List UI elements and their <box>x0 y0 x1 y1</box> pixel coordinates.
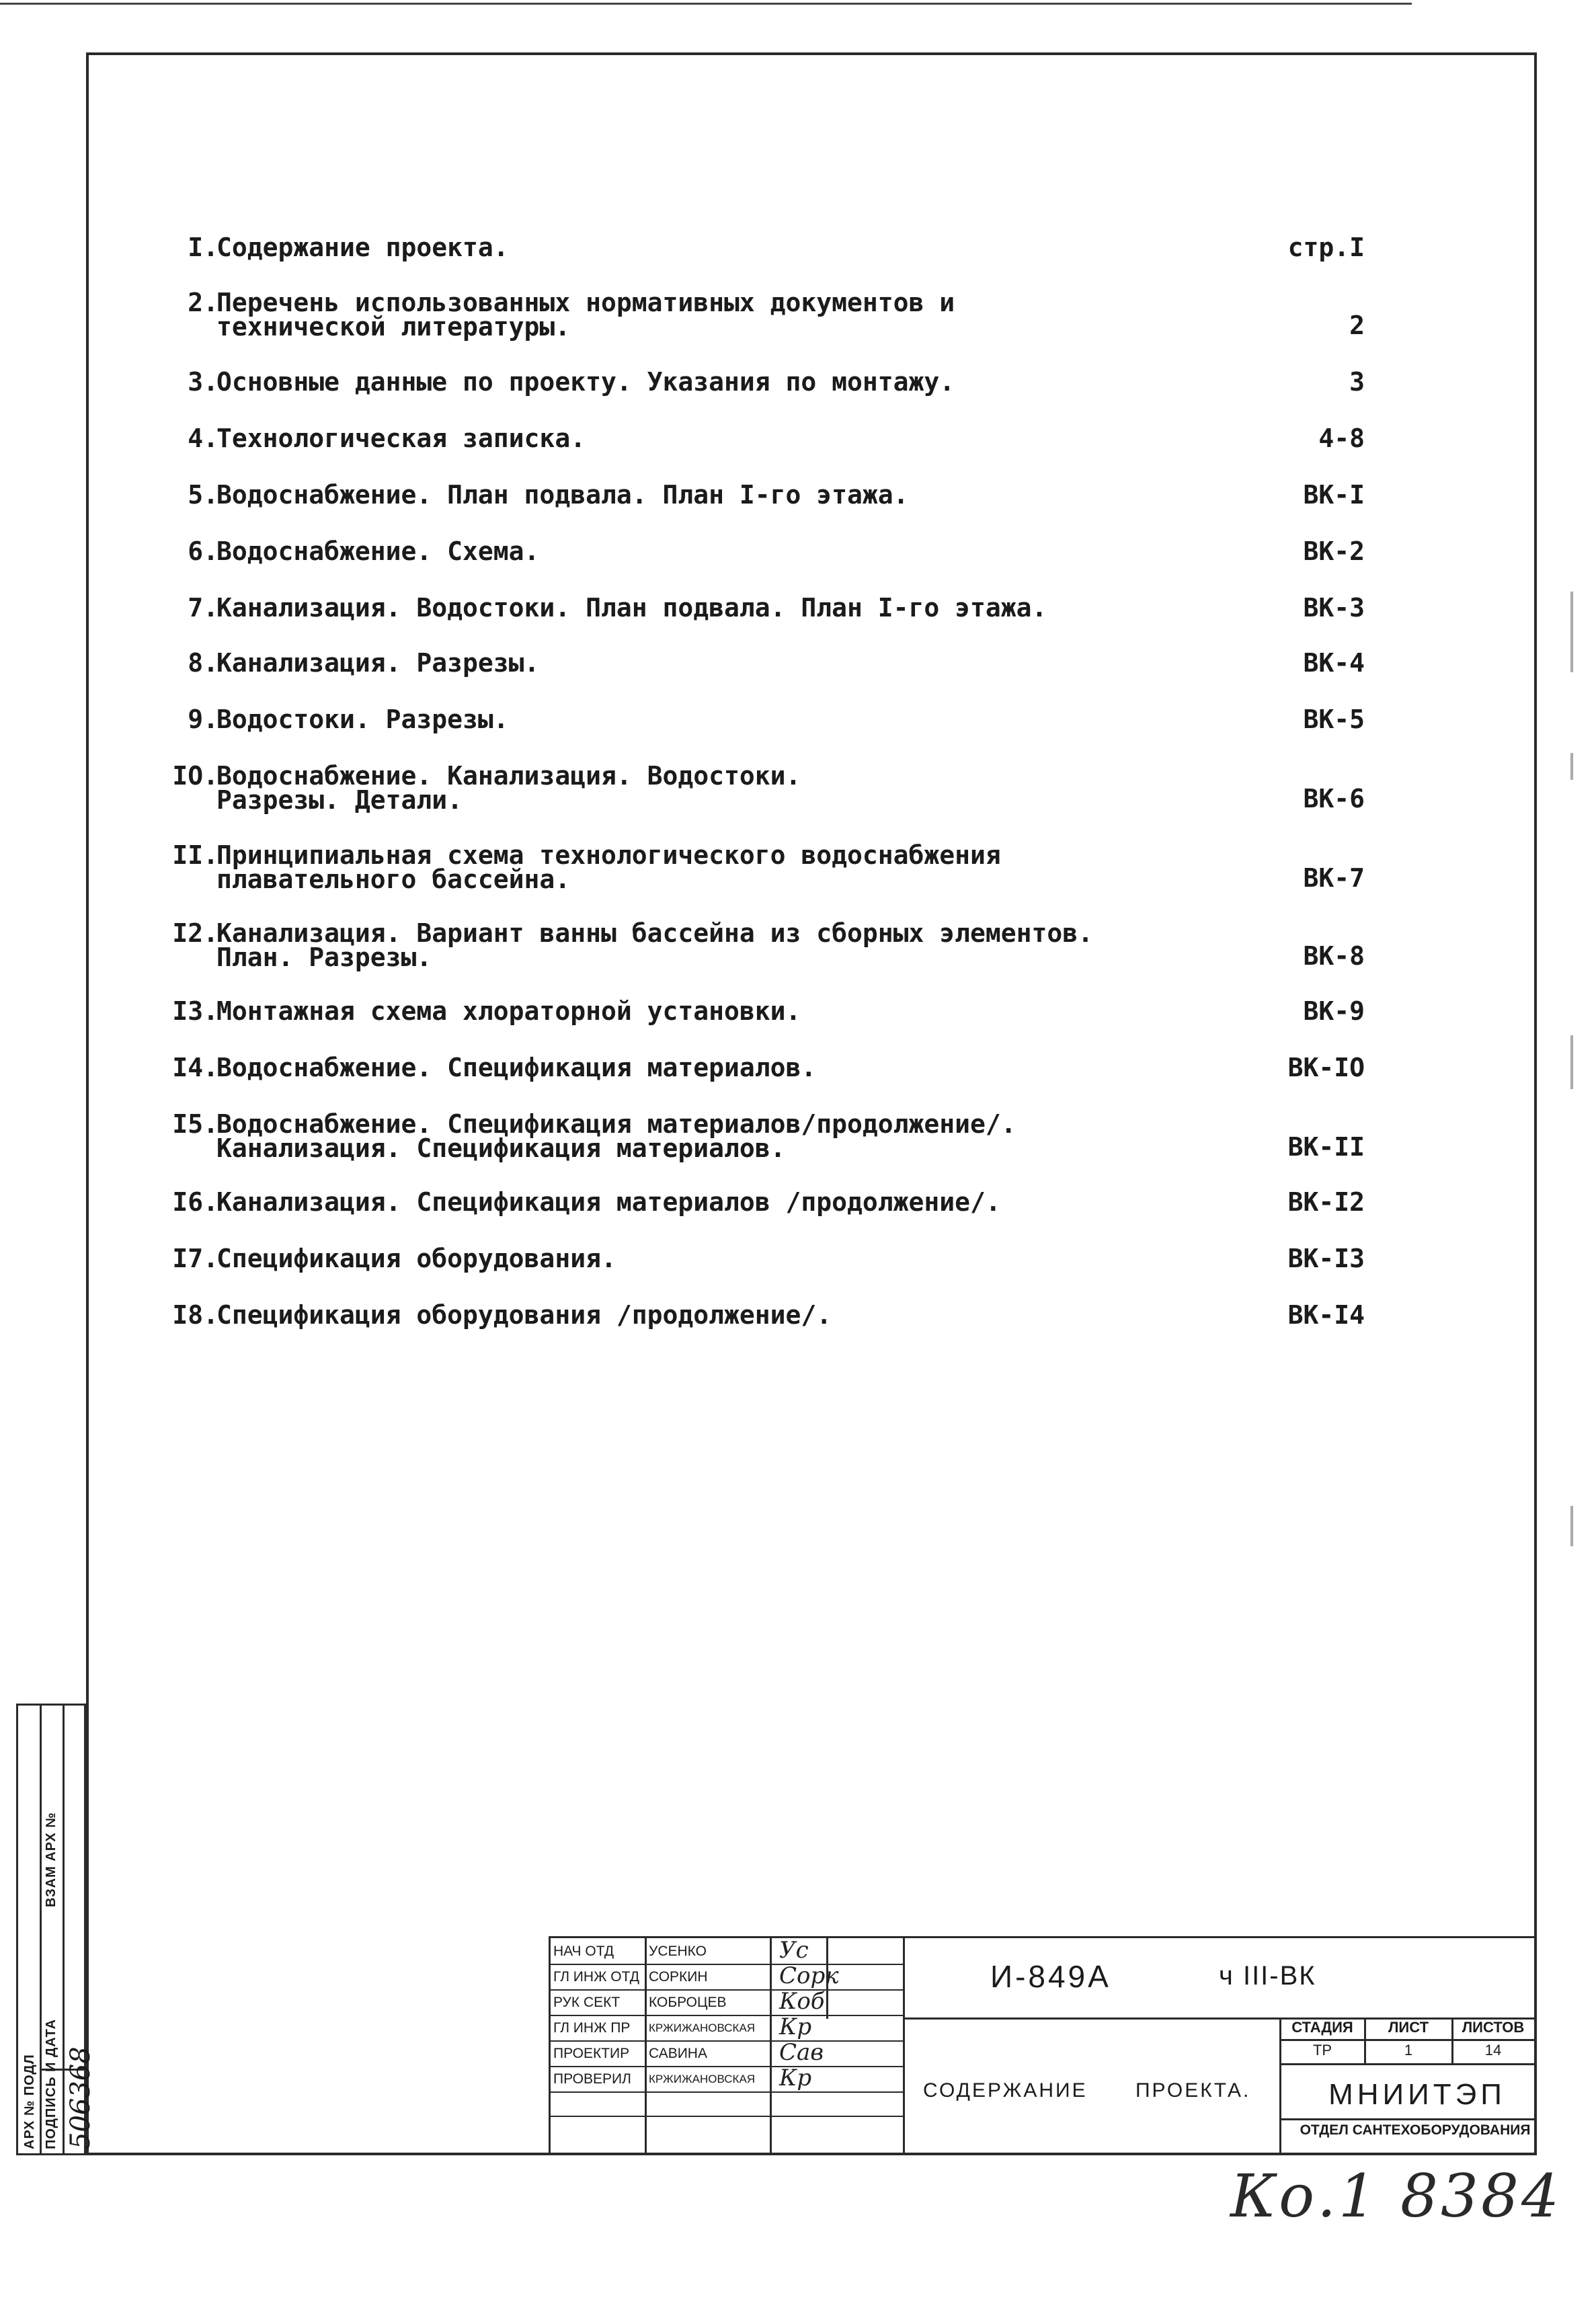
toc-title: Спецификация оборудования. <box>216 1244 616 1273</box>
person-name: КРЖИЖАНОВСКАЯ <box>649 2073 756 2085</box>
toc-title: Водостоки. Разрезы. <box>216 705 509 734</box>
toc-page: ВК-7 <box>1303 863 1365 893</box>
toc-number: 6. <box>188 536 218 566</box>
signature: Кр <box>779 2065 812 2091</box>
toc-number: 9. <box>188 705 218 734</box>
title-main <box>903 1936 1537 2155</box>
sheet-label: ЛИСТ <box>1388 2019 1429 2036</box>
toc-page: ВК-2 <box>1303 536 1365 566</box>
toc-number: 4. <box>188 424 218 453</box>
toc-page: стр.I <box>1287 233 1365 262</box>
toc-number: I6. <box>172 1187 218 1217</box>
role-label: НАЧ ОТД <box>553 1944 614 1959</box>
toc-title: Спецификация оборудования /продолжение/. <box>216 1300 832 1330</box>
toc-title: Канализация. Разрезы. <box>216 648 540 678</box>
archive-number-label: АРХ № ПОДЛ <box>22 2054 37 2149</box>
signature: Кр <box>779 2013 812 2040</box>
replacement-archive-label: ВЗАМ АРХ № <box>44 1812 58 1907</box>
toc-title: Канализация. Вариант ванны бассейна из сборных элементов. План. Разрезы. <box>216 918 1094 972</box>
title-block <box>549 1936 1537 2155</box>
scan-edge-mark <box>1570 753 1573 780</box>
toc-number: II. <box>172 840 218 870</box>
toc-title: Перечень использованных нормативных документов и технической литературы. <box>216 288 955 342</box>
toc-title: Водоснабжение. Спецификация материалов/продолжение/. Канализация. Спецификация материалов. <box>216 1109 1016 1163</box>
toc-page: 4-8 <box>1318 424 1365 453</box>
stage-value: ТР <box>1312 2042 1332 2059</box>
toc-number: 2. <box>188 288 218 317</box>
stage-label: СТАДИЯ <box>1291 2019 1353 2036</box>
scan-edge-mark <box>1570 592 1573 672</box>
toc-number: 3. <box>188 367 218 397</box>
toc-title: Канализация. Водостоки. План подвала. План I-го этажа. <box>216 593 1047 623</box>
toc-page: ВК-5 <box>1303 705 1365 734</box>
toc-number: 7. <box>188 593 218 623</box>
sheet-value: 1 <box>1404 2042 1413 2059</box>
role-label: ПРОЕКТИР <box>553 2046 630 2061</box>
toc-title: Водоснабжение. Канализация. Водостоки. Разрезы. Детали. <box>216 761 801 815</box>
signature: Коб <box>779 1988 825 2015</box>
toc-number: I4. <box>172 1053 218 1082</box>
toc-page: ВК-I2 <box>1287 1187 1365 1217</box>
toc-number: IO. <box>172 761 218 791</box>
department-name: ОТДЕЛ САНТЕХОБОРУДОВАНИЯ <box>1300 2122 1531 2138</box>
role-label: ПРОВЕРИЛ <box>553 2071 631 2087</box>
toc-title: Водоснабжение. Спецификация материалов. <box>216 1053 817 1082</box>
toc-title: Технологическая записка. <box>216 424 586 453</box>
person-name: КОБРОЦЕВ <box>649 1995 727 2010</box>
sheet-title: СОДЕРЖАНИЕ ПРОЕКТА. <box>923 2079 1251 2102</box>
project-part: ч III-ВК <box>1219 1961 1316 1991</box>
sheets-value: 14 <box>1484 2042 1502 2059</box>
scan-edge-mark <box>1570 1506 1573 1546</box>
scan-edge-mark <box>1570 1035 1573 1089</box>
toc-page: 2 <box>1349 311 1365 340</box>
person-name: УСЕНКО <box>649 1944 707 1959</box>
toc-number: I5. <box>172 1109 218 1139</box>
toc-title: Основные данные по проекту. Указания по монтажу. <box>216 367 955 397</box>
toc-page: 3 <box>1349 367 1365 397</box>
toc-number: I8. <box>172 1300 218 1330</box>
toc-number: I7. <box>172 1244 218 1273</box>
project-code: И-849А <box>990 1959 1111 1994</box>
toc-page: ВК-I <box>1303 480 1365 510</box>
signature: Сорк <box>779 1962 839 1989</box>
toc-title: Монтажная схема хлораторной установки. <box>216 996 801 1026</box>
toc-title: Принципиальная схема технологического водоснабжения плавательного бассейна. <box>216 840 1001 894</box>
toc-number: 8. <box>188 648 218 678</box>
organization-name: МНИИТЭП <box>1328 2078 1506 2111</box>
toc-number: I. <box>188 233 218 262</box>
person-name: КРЖИЖАНОВСКАЯ <box>649 2022 756 2034</box>
signature: Ус <box>779 1937 809 1964</box>
sheets-label: ЛИСТОВ <box>1462 2019 1525 2036</box>
toc-page: ВК-4 <box>1303 648 1365 678</box>
role-label: ГЛ ИНЖ ОТД <box>553 1969 639 1985</box>
toc-title: Содержание проекта. <box>216 233 509 262</box>
toc-page: ВК-9 <box>1303 996 1365 1026</box>
toc-page: ВК-3 <box>1303 593 1365 623</box>
toc-page: ВК-II <box>1287 1132 1365 1162</box>
toc-page: ВК-6 <box>1303 784 1365 813</box>
inventory-number: Ко.1 8384 <box>1230 2161 1562 2231</box>
role-label: РУК СЕКТ <box>553 1995 621 2010</box>
toc-number: I3. <box>172 996 218 1026</box>
toc-number: 5. <box>188 480 218 510</box>
toc-title: Водоснабжение. Схема. <box>216 536 540 566</box>
toc-page: ВК-I4 <box>1287 1300 1365 1330</box>
toc-page: ВК-8 <box>1303 941 1365 971</box>
signature-date-label: ПОДПИСЬ И ДАТА <box>44 2018 58 2149</box>
top-border-line <box>0 3 1412 5</box>
archive-number: 506368 <box>65 2046 96 2149</box>
person-name: СОРКИН <box>649 1969 708 1985</box>
signature-grid <box>549 1936 905 2155</box>
signature: Сав <box>779 2039 824 2066</box>
toc-number: I2. <box>172 918 218 948</box>
role-label: ГЛ ИНЖ ПР <box>553 2020 631 2036</box>
toc-page: ВК-IO <box>1287 1053 1365 1082</box>
toc-title: Водоснабжение. План подвала. План I-го этажа. <box>216 480 909 510</box>
toc-title: Канализация. Спецификация материалов /продолжение/. <box>216 1187 1001 1217</box>
toc-page: ВК-I3 <box>1287 1244 1365 1273</box>
person-name: САВИНА <box>649 2046 707 2061</box>
archive-side-stamp <box>16 1704 96 2155</box>
